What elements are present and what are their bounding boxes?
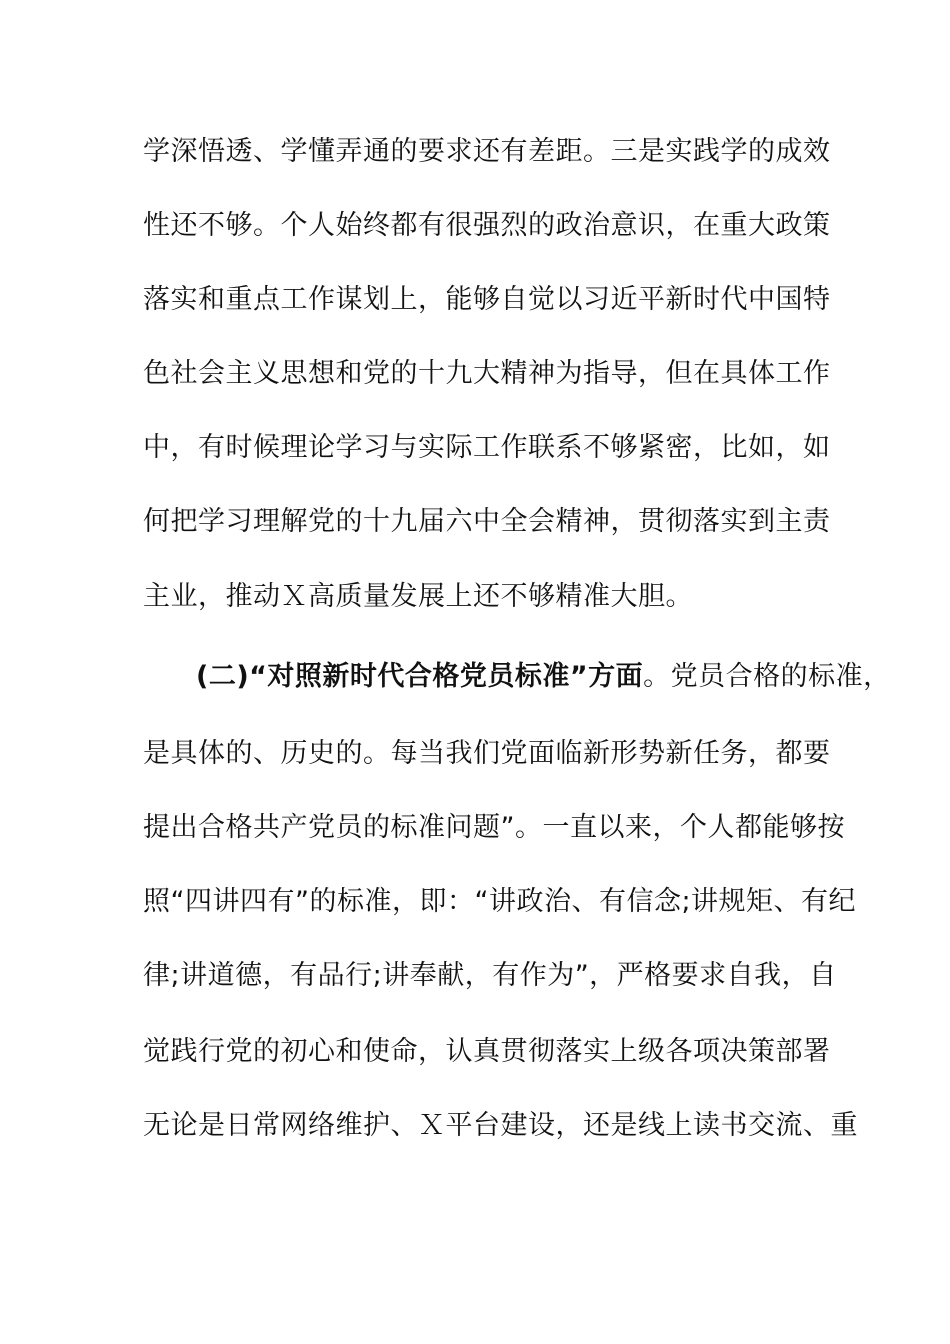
text-line: 何把学习理解党的十九届六中全会精神，贯彻落实到主责 xyxy=(143,506,831,537)
text-line: 落实和重点工作谋划上，能够自觉以习近平新时代中国特 xyxy=(143,284,831,315)
text-line: 照“四讲四有”的标准，即：“讲政治、有信念;讲规矩、有纪 xyxy=(143,886,857,917)
section-first-line-text: 。党员合格的标准， xyxy=(643,661,891,692)
text-line: 觉践行党的初心和使命，认真贯彻落实上级各项决策部署 xyxy=(143,1036,831,1067)
text-line: 色社会主义思想和党的十九大精神为指导，但在具体工作 xyxy=(143,358,831,389)
text-line: 学深悟透、学懂弄通的要求还有差距。三是实践学的成效 xyxy=(143,136,831,167)
section-first-line xyxy=(196,660,891,694)
text-line: 主业，推动Ｘ高质量发展上还不够精准大胆。 xyxy=(143,581,693,612)
text-line: 中，有时候理论学习与实际工作联系不够紧密，比如，如 xyxy=(143,432,831,463)
text-line: 无论是日常网络维护、Ｘ平台建设，还是线上读书交流、重 xyxy=(143,1110,858,1141)
text-line: 律;讲道德，有品行;讲奉献，有作为”，严格要求自我，自 xyxy=(143,960,837,991)
text-line: 性还不够。个人始终都有很强烈的政治意识，在重大政策 xyxy=(143,210,831,241)
text-line: 提出合格共产党员的标准问题”。一直以来，个人都能够按 xyxy=(143,812,845,843)
text-line: 是具体的、历史的。每当我们党面临新形势新任务，都要 xyxy=(143,738,831,769)
section-heading: (二)“对照新时代合格党员标准”方面 xyxy=(196,661,644,692)
